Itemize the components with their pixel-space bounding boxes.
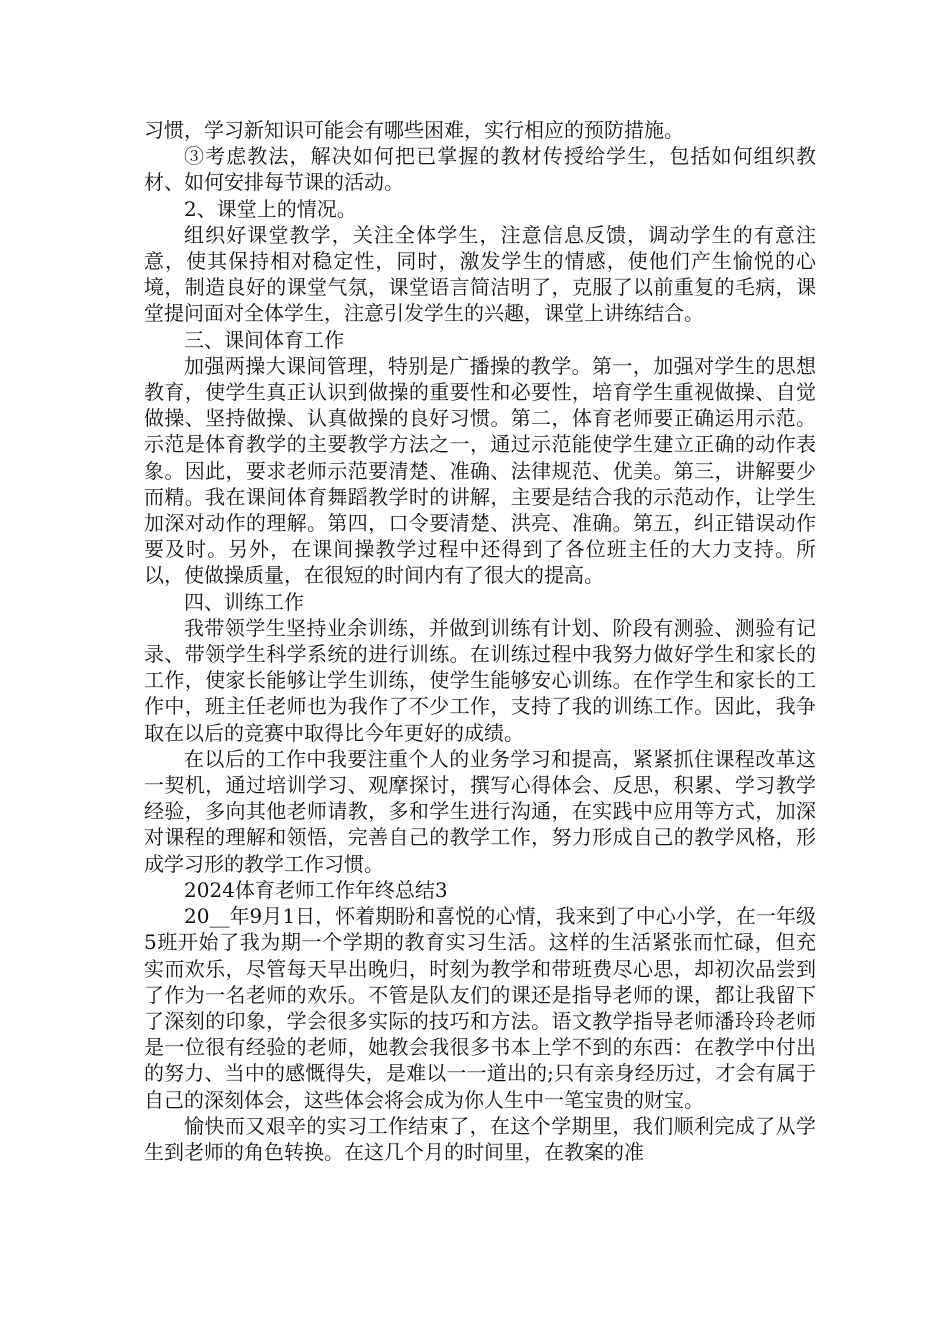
paragraph-classroom: 组织好课堂教学，关注全体学生，注意信息反馈，调动学生的有意注意，使其保持相对稳定性，同时，激发学生的情感，使他们产生愉悦的心境，制造良好的课堂气氛，课堂语言简洁明了，克服了以前重复的毛病，课堂提问面对全体学生，注意引发学生的兴趣，课堂上讲练结合。 [144, 222, 816, 326]
paragraph-continuation: 习惯，学习新知识可能会有哪些困难，实行相应的预防措施。 [144, 118, 684, 142]
paragraph-internship: 20__年9月1日，怀着期盼和喜悦的心情，我来到了中心小学，在一年级5班开始了我为期一个学期的教育实习生活。这样的生活紧张而忙碌，但充实而欢乐，尽管每天早出晚归，时刻为教学和带班费尽心思，却初次品尝到了作为一名老师的欢乐。不管是队友们的课还是指导老师的课，都让我留下了深刻的印象，学会很多实际的技巧和方法。语文教学指导老师潘玲玲老师是一位很有经验的老师，她教会我很多书本上学不到的东西：在教学中付出的努力、当中的感慨得失，是难以一一道出的;只有亲身经历过，才会有属于自己的深刻体会，这些体会将会成为你人生中一笔宝贵的财宝。 [144, 904, 816, 1112]
paragraph-role-change: 愉快而又艰辛的实习工作结束了，在这个学期里，我们顺利完成了从学生到老师的角色转换。在这几个月的时间里，在教案的准 [144, 1113, 816, 1164]
heading-summary-3: 2024体育老师工作年终总结3 [184, 877, 448, 902]
paragraph-teaching-method: ③考虑教法，解决如何把已掌握的教材传授给学生，包括如何组织教材、如何安排每节课的活动。 [144, 144, 816, 195]
heading-section-3: 三、课间体育工作 [184, 327, 344, 352]
paragraph-exercise: 加强两操大课间管理，特别是广播操的教学。第一，加强对学生的思想教育，使学生真正认识到做操的重要性和必要性，培育学生重视做操、自觉做操、坚持做操、认真做操的良好习惯。第二，体育老师要正确运用示范。示范是体育教学的主要教学方法之一，通过示范能使学生建立正确的动作表象。因此，要求老师示范要清楚、准确、法律规范、优美。第三，讲解要少而精。我在课间体育舞蹈教学时的讲解，主要是结合我的示范动作，让学生加深对动作的理解。第四，口令要清楚、洪亮、准确。第五，纠正错误动作要及时。另外，在课间操教学过程中还得到了各位班主任的大力支持。所以，使做操质量，在很短的时间内有了很大的提高。 [144, 353, 816, 588]
document-body [144, 117, 816, 1165]
heading-section-4: 四、训练工作 [184, 589, 304, 614]
paragraph-future-work: 在以后的工作中我要注重个人的业务学习和提高，紧紧抓住课程改革这一契机，通过培训学习、观摩探讨，撰写心得体会、反思，积累、学习教学经验，多向其他老师请教，多和学生进行沟通，在实践中应用等方式，加深对课程的理解和领悟，完善自己的教学工作，努力形成自己的教学风格，形成学习形的教学工作习惯。 [144, 746, 816, 876]
paragraph-training: 我带领学生坚持业余训练，并做到训练有计划、阶段有测验、测验有记录、带领学生科学系统的进行训练。在训练过程中我努力做好学生和家长的工作，使家长能够让学生训练，使学生能够安心训练。在作学生和家长的工作中，班主任老师也为我作了不少工作，支持了我的训练工作。因此，我争取在以后的竞赛中取得比今年更好的成绩。 [144, 615, 816, 745]
subheading-classroom: 2、课堂上的情况。 [184, 196, 357, 221]
